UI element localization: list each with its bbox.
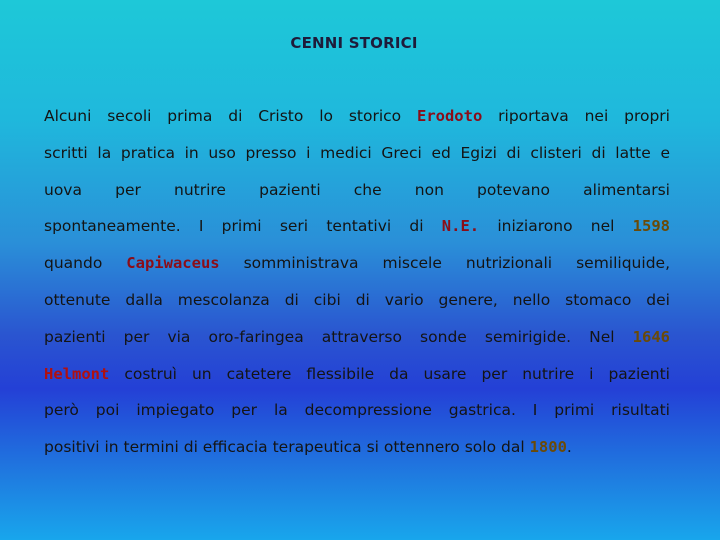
body-paragraph (44, 98, 670, 466)
text-line-2 (44, 135, 670, 172)
text-segment: pazienti per via oro-faringea attraverso sonde semirigide. Nel (44, 327, 633, 346)
text-line-7 (44, 319, 670, 356)
text-line-3 (44, 172, 670, 209)
highlight-ne: N.E. (441, 217, 480, 236)
text-segment: somministrava miscele nutrizionali semiliquide, (219, 254, 670, 273)
text-line-8 (44, 356, 670, 393)
text-segment: costruì un catetere flessibile da usare per nutrire i pazienti (109, 364, 670, 383)
text-segment: scritti la pratica in uso presso i medici Greci ed Egizi di clisteri di latte e (44, 143, 670, 162)
text-segment: Alcuni secoli prima di Cristo lo storico (44, 107, 417, 125)
text-line-1 (44, 98, 670, 135)
highlight-erodoto: Erodoto (416, 107, 483, 125)
text-segment: ottenute dalla mescolanza di cibi di vario genere, nello stomaco dei (44, 290, 670, 309)
highlight-capiwaceus: Capiwaceus (126, 254, 220, 273)
text-segment: però poi impiegato per la decompressione gastrica. I primi risultati (44, 401, 670, 420)
text-line-10 (44, 429, 670, 466)
slide-title: CENNI STORICI (290, 34, 418, 52)
highlight-year-1646: 1646 (632, 327, 670, 346)
highlight-year-1598: 1598 (632, 217, 670, 236)
text-segment: iniziarono nel (479, 217, 633, 236)
text-line-9 (44, 392, 670, 429)
highlight-helmont: Helmont (44, 364, 110, 383)
text-segment: . (566, 438, 572, 457)
text-segment: positivi in termini di efficacia terapeutica si ottennero solo dal (44, 438, 530, 457)
text-segment: uova per nutrire pazienti che non potevano alimentarsi (44, 180, 670, 199)
text-segment: quando (44, 254, 127, 273)
highlight-year-1800: 1800 (529, 438, 567, 457)
text-segment: riportava nei propri (482, 107, 670, 125)
text-line-4 (44, 208, 670, 245)
text-line-5 (44, 245, 670, 282)
text-segment: spontaneamente. I primi seri tentativi di (44, 217, 442, 236)
text-line-6 (44, 282, 670, 319)
